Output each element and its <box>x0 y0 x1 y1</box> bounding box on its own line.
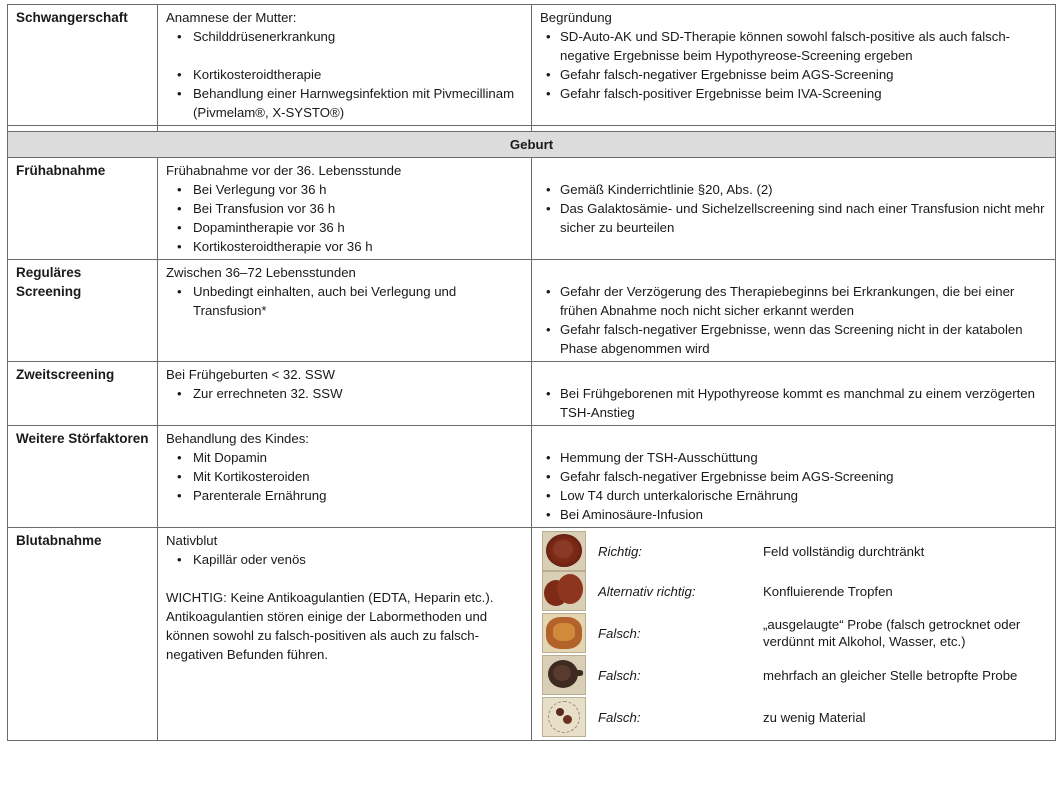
row-regulaeres-screening <box>8 260 1056 362</box>
list-item: • Kapillär oder venös <box>193 550 523 569</box>
section-header-geburt <box>8 132 1056 158</box>
condition-cell <box>158 362 532 426</box>
reason-cell <box>532 426 1056 528</box>
reason-cell <box>532 260 1056 362</box>
section-title: Geburt <box>8 132 1056 158</box>
specimen-verdict: Falsch: <box>598 709 641 725</box>
list-item: • Gefahr falsch-positiver Ergebnisse beim IVA-Screening <box>560 84 1047 103</box>
list-item: • Gefahr falsch-negativer Ergebnisse beim AGS-Screening <box>560 65 1047 84</box>
specimen-verdict: Richtig: <box>598 543 642 559</box>
specimen-description: Konfluierende Tropfen <box>763 583 893 599</box>
blank-line <box>166 569 523 588</box>
condition-heading: Nativblut <box>166 533 218 548</box>
row-blutabnahme <box>8 528 1056 741</box>
list-item: • Gefahr der Verzögerung des Therapiebeginns bei Erkrankungen, die bei einer frühen Abnahme noch nicht sicher erkannt werden <box>560 282 1047 320</box>
list-item: • Gefahr falsch-negativer Ergebnisse, wenn das Screening nicht in der katabolen Phase abgenommen wird <box>560 320 1047 358</box>
list-item: • Dopamintherapie vor 36 h <box>193 218 523 237</box>
condition-heading: Frühabnahme vor der 36. Lebensstunde <box>166 163 402 178</box>
list-item: • Schilddrüsenerkrankung <box>193 27 523 46</box>
specimen-row <box>542 654 1047 696</box>
condition-cell <box>158 528 532 741</box>
condition-cell <box>158 5 532 126</box>
row-fruehabnahme <box>8 158 1056 260</box>
reason-cell <box>532 158 1056 260</box>
list-item: • Bei Frühgeborenen mit Hypothyreose kommt es manchmal zu einem verzögerten TSH-Anstieg <box>560 384 1047 422</box>
condition-heading: Anamnese der Mutter: <box>166 10 297 25</box>
specimen-description: zu wenig Material <box>763 709 866 725</box>
condition-cell <box>158 158 532 260</box>
blank-line <box>540 429 1047 448</box>
blank-line <box>540 365 1047 384</box>
specimen-row <box>542 532 1047 570</box>
blood-spot-card-image <box>542 531 586 571</box>
condition-heading: Bei Frühgeburten < 32. SSW <box>166 367 335 382</box>
blood-spot-card-image <box>542 613 586 653</box>
list-item: • SD-Auto-AK und SD-Therapie können sowohl falsch-positive als auch falsch-negative Ergebnisse beim Hypothyreose-Screening ergeben <box>560 27 1047 65</box>
row-label: Weitere Störfaktoren <box>8 426 158 528</box>
list-item: • Behandlung einer Harnwegsinfektion mit Pivmecillinam (Pivmelam®, X-SYSTO®) <box>193 84 523 122</box>
list-item: • Bei Transfusion vor 36 h <box>193 199 523 218</box>
condition-heading: Behandlung des Kindes: <box>166 431 309 446</box>
specimen-verdict: Falsch: <box>598 625 641 641</box>
list-item: • Low T4 durch unterkalorische Ernährung <box>560 486 1047 505</box>
list-item: • Parenterale Ernährung <box>193 486 523 505</box>
row-schwangerschaft <box>8 5 1056 126</box>
specimen-row <box>542 696 1047 738</box>
row-label: Blutabnahme <box>8 528 158 741</box>
condition-heading: Zwischen 36–72 Lebensstunden <box>166 265 356 280</box>
list-item: • Zur errechneten 32. SSW <box>193 384 523 403</box>
anticoagulant-warning: WICHTIG: Keine Antikoagulantien (EDTA, Heparin etc.). Antikoagulantien stören einige der Labormethoden und können sowohl zu falsch-positiven als auch zu falsch-negativen Befunden führen. <box>166 590 494 662</box>
row-label: Schwangerschaft <box>8 5 158 126</box>
list-item: • Kortikosteroidtherapie <box>193 65 523 84</box>
row-label: Reguläres Screening <box>8 260 158 362</box>
specimen-description: „ausgelaugte“ Probe (falsch getrocknet oder verdünnt mit Alkohol, Wasser, etc.) <box>763 617 1021 649</box>
blank-line <box>540 161 1047 180</box>
row-weitere-stoerfaktoren <box>8 426 1056 528</box>
row-label: Zweitscreening <box>8 362 158 426</box>
blood-spot-card-image <box>542 697 586 737</box>
specimen-row <box>542 570 1047 612</box>
list-item: • Gemäß Kinderrichtlinie §20, Abs. (2) <box>560 180 1047 199</box>
list-item: • Kortikosteroidtherapie vor 36 h <box>193 237 523 256</box>
specimen-description: Feld vollständig durchtränkt <box>763 543 925 559</box>
specimen-description: mehrfach an gleicher Stelle betropfte Probe <box>763 667 1018 683</box>
reason-cell <box>532 5 1056 126</box>
specimen-verdict: Falsch: <box>598 667 641 683</box>
specimen-cell <box>532 528 1056 741</box>
specimen-verdict: Alternativ richtig: <box>598 583 696 599</box>
blank-line <box>166 46 523 65</box>
list-item: • Mit Kortikosteroiden <box>193 467 523 486</box>
reason-heading: Begründung <box>540 10 612 25</box>
list-item: • Bei Verlegung vor 36 h <box>193 180 523 199</box>
row-label: Frühabnahme <box>8 158 158 260</box>
list-item: • Gefahr falsch-negativer Ergebnisse beim AGS-Screening <box>560 467 1047 486</box>
list-item: • Das Galaktosämie- und Sichelzellscreening sind nach einer Transfusion nicht mehr sicher zu beurteilen <box>560 199 1047 237</box>
reason-cell <box>532 362 1056 426</box>
row-zweitscreening <box>8 362 1056 426</box>
blood-spot-card-image <box>542 655 586 695</box>
list-item: • Bei Aminosäure-Infusion <box>560 505 1047 524</box>
list-item: • Mit Dopamin <box>193 448 523 467</box>
condition-cell <box>158 426 532 528</box>
blank-line <box>540 263 1047 282</box>
condition-cell <box>158 260 532 362</box>
blood-spot-card-image <box>542 571 586 611</box>
specimen-row <box>542 612 1047 654</box>
list-item: • Hemmung der TSH-Ausschüttung <box>560 448 1047 467</box>
screening-table <box>7 4 1056 741</box>
list-item: • Unbedingt einhalten, auch bei Verlegung und Transfusion* <box>193 282 523 320</box>
